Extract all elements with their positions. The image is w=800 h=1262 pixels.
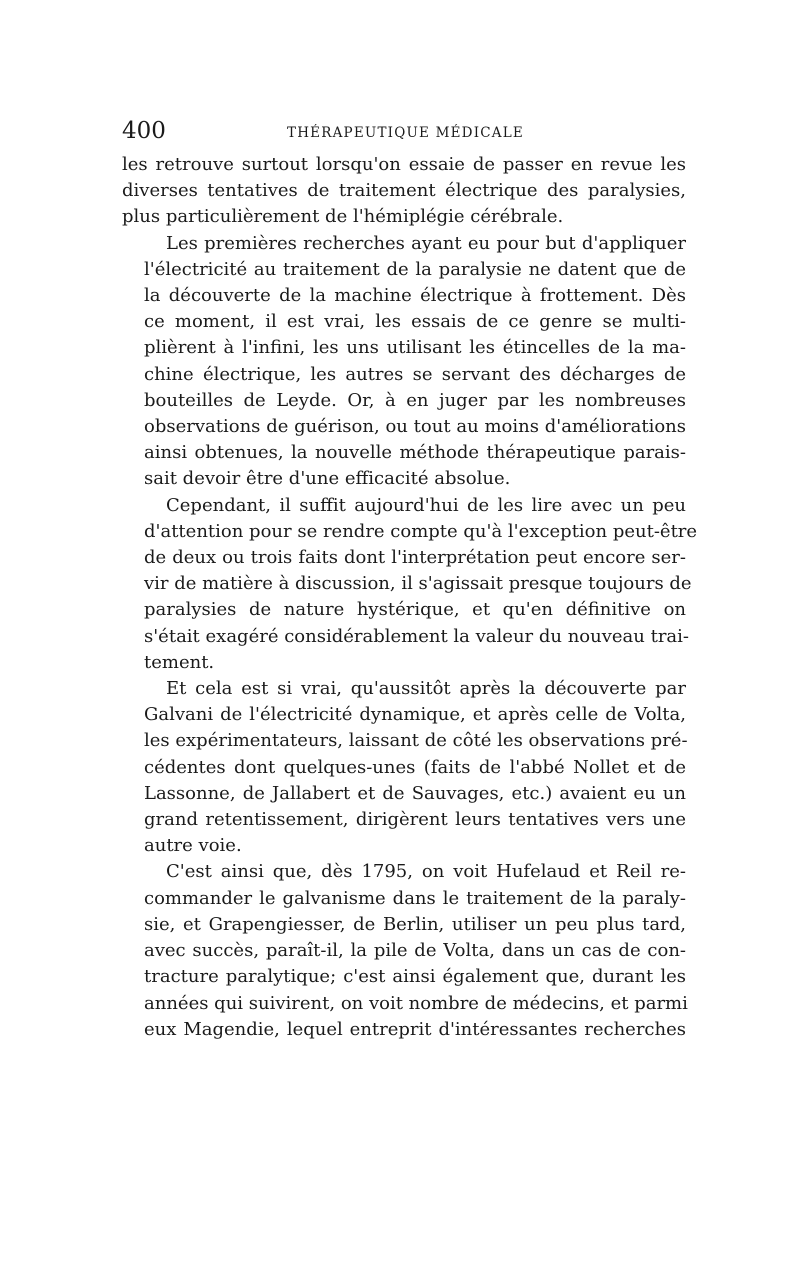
paragraph [122, 859, 686, 1042]
text-line: eux Magendie, lequel entreprit d'intéressantes recherches [144, 1018, 686, 1040]
text-line: Lassonne, de Jallabert et de Sauvages, etc.) avaient eu un [144, 782, 686, 804]
text-line: d'attention pour se rendre compte qu'à l'exception peut-être [144, 520, 698, 542]
text-line: Cependant, il suffit aujourd'hui de les lire avec un peu [166, 494, 686, 516]
text-line: avec succès, paraît-il, la pile de Volta, dans un cas de con- [144, 940, 686, 962]
body-text [122, 152, 698, 1043]
page-number: 400 [122, 118, 166, 144]
text-line: sait devoir être d'une efficacité absolue. [144, 468, 511, 490]
text-line: paralysies de nature hystérique, et qu'en définitive on [144, 599, 686, 621]
text-line: grand retentissement, dirigèrent leurs tentatives vers une [144, 809, 686, 831]
paragraph [122, 676, 686, 859]
text-line: s'était exagéré considérablement la valeur du nouveau trai- [144, 625, 689, 647]
text-line: commander le galvanisme dans le traitement de la paraly- [144, 887, 686, 909]
paragraph [122, 152, 686, 231]
text-line: autre voie. [144, 835, 242, 857]
text-line: tement. [144, 651, 215, 673]
text-line: ainsi obtenues, la nouvelle méthode thérapeutique parais- [144, 442, 686, 464]
text-line: diverses tentatives de traitement électrique des paralysies, [122, 180, 686, 202]
text-line: les expérimentateurs, laissant de côté les observations pré- [144, 730, 688, 752]
text-line: plièrent à l'infini, les uns utilisant les étincelles de la ma- [144, 337, 686, 359]
text-line: chine électrique, les autres se servant des décharges de [144, 363, 686, 385]
text-line: cédentes dont quelques-unes (faits de l'abbé Nollet et de [144, 756, 686, 778]
paragraph [122, 493, 698, 676]
text-line: de deux ou trois faits dont l'interprétation peut encore ser- [144, 547, 686, 569]
book-page [122, 116, 698, 1043]
text-line: ce moment, il est vrai, les essais de ce genre se multi- [144, 311, 686, 333]
text-line: tracture paralytique; c'est ainsi également que, durant les [144, 966, 686, 988]
text-line: observations de guérison, ou tout au moins d'améliorations [144, 416, 686, 438]
text-line: bouteilles de Leyde. Or, à en juger par les nombreuses [144, 389, 686, 411]
page-header [122, 116, 686, 152]
text-line: vir de matière à discussion, il s'agissait presque toujours de [144, 573, 692, 595]
text-line: sie, et Grapengiesser, de Berlin, utiliser un peu plus tard, [144, 913, 686, 935]
running-title: THÉRAPEUTIQUE MÉDICALE [287, 125, 524, 141]
text-line: l'électricité au traitement de la paralysie ne datent que de [144, 258, 686, 280]
text-line: la découverte de la machine électrique à frottement. Dès [144, 285, 686, 307]
text-line: années qui suivirent, on voit nombre de médecins, et parmi [144, 992, 688, 1014]
paragraph [122, 231, 686, 493]
text-line: Et cela est si vrai, qu'aussitôt après la découverte par [166, 678, 686, 700]
text-line: les retrouve surtout lorsqu'on essaie de passer en revue les [122, 154, 686, 175]
text-line: Les premières recherches ayant eu pour but d'appliquer [166, 232, 686, 254]
text-line: C'est ainsi que, dès 1795, on voit Hufelaud et Reil re- [166, 861, 686, 883]
text-line: Galvani de l'électricité dynamique, et après celle de Volta, [144, 704, 686, 726]
text-line: plus particulièrement de l'hémiplégie cérébrale. [122, 206, 564, 228]
